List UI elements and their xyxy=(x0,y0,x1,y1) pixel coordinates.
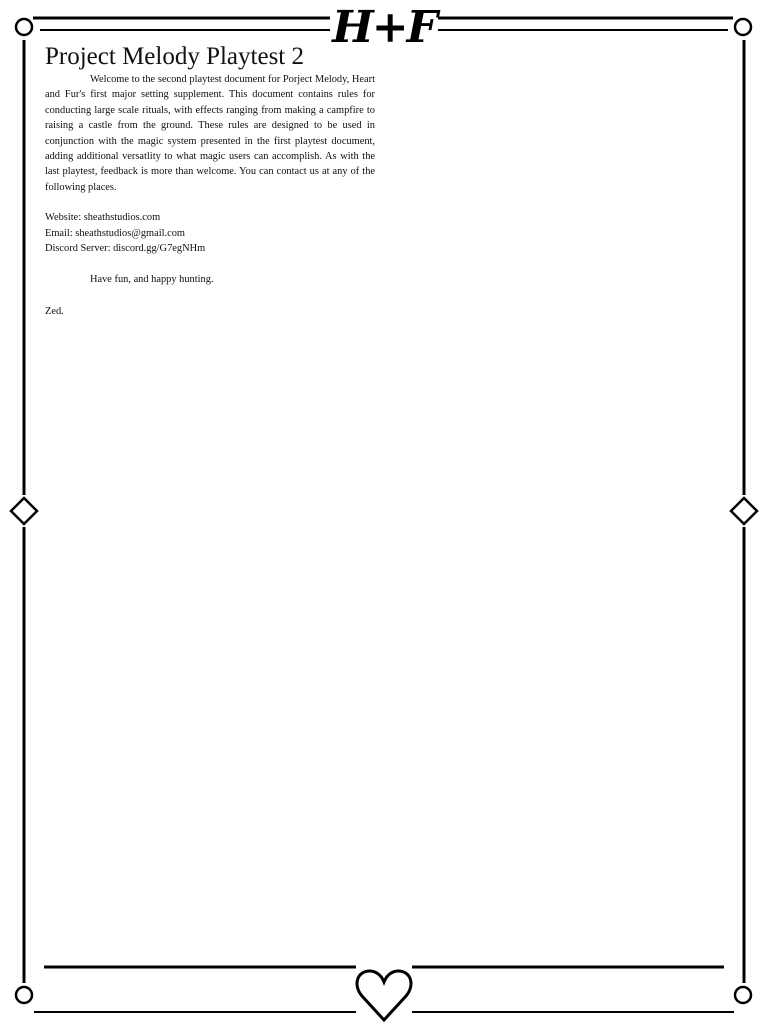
bottom-left-rule xyxy=(34,967,356,1012)
corner-circle-bottom-right xyxy=(735,987,751,1003)
page-title: Project Melody Playtest 2 xyxy=(45,43,304,70)
intro-paragraph: Welcome to the second playtest document for Porject Melody, Heart and Fur's first major setting supplement. This document contains rules for conducting large scale rituals, with effects ranging from making a campfire to raising a castle from the ground. These rules are designed to be used in conjunction with the magic system presented in the first playtest document, adding additional versatlity to what magic users can accomplish. As with the last playtest, feedback is more than welcome. You can contact us at any of the following places. xyxy=(45,74,375,193)
closing-line: Have fun, and happy hunting. xyxy=(90,274,214,286)
document-body xyxy=(45,42,375,319)
corner-circle-top-left xyxy=(16,19,32,35)
heart-icon xyxy=(357,971,411,1020)
bottom-right-rule xyxy=(412,967,734,1012)
contact-list xyxy=(45,210,375,256)
signature: Zed. xyxy=(45,305,64,317)
diamond-icon-left xyxy=(11,498,37,524)
top-right-rule xyxy=(438,18,733,30)
website-line: Website: sheathstudios.com xyxy=(45,212,161,224)
top-left-rule xyxy=(33,18,330,30)
corner-circle-top-right xyxy=(735,19,751,35)
hf-logo: H+F xyxy=(332,0,436,56)
discord-line: Discord Server: discord.gg/G7egNHm xyxy=(45,243,206,255)
diamond-icon-right xyxy=(731,498,757,524)
corner-circle-bottom-left xyxy=(16,987,32,1003)
email-line: Email: sheathstudios@gmail.com xyxy=(45,227,186,239)
